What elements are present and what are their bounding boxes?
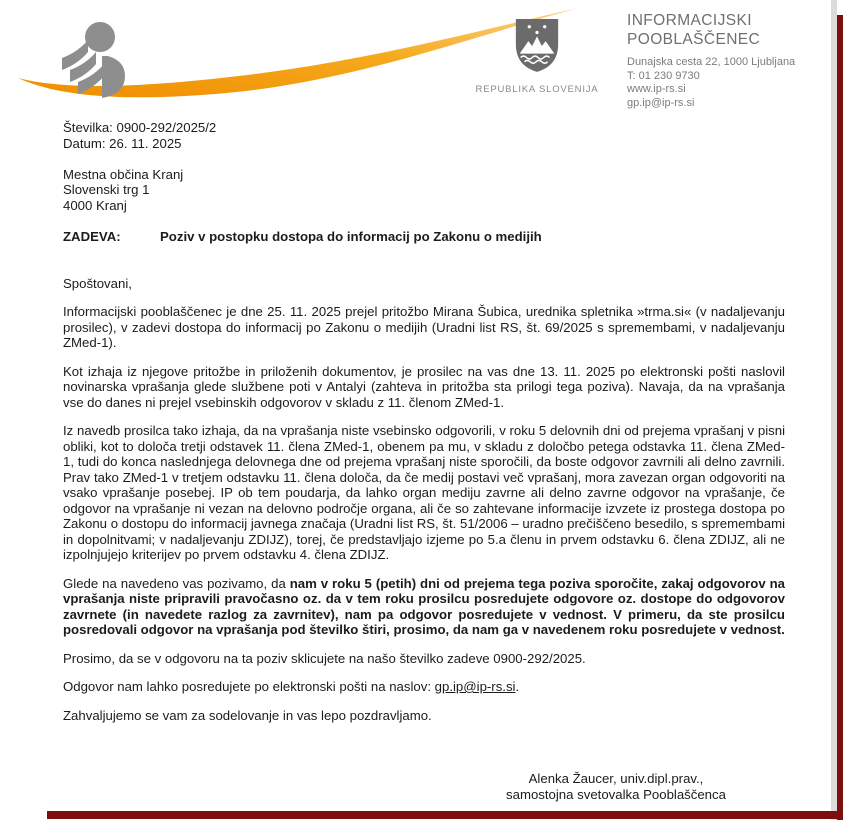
signature-name: Alenka Žaucer, univ.dipl.prav., [528, 771, 704, 786]
case-number: Številka: 0900-292/2025/2 [63, 120, 217, 135]
org-info-block [627, 12, 822, 110]
salutation: Spoštovani, [63, 275, 132, 291]
paragraph-2: Kot izhaja iz njegove pritožbe in priloženih dokumentov, je prosilec na vas dne 13. 11. 2025 po elektronski pošti naslovil novinarska vprašanja glede službene poti v Antalyi (zahteva in pritožba sta prilogi tega poziva). Navaja, da na vprašanja vse do danes ni prejel vsebinskih odgovorov v skladu z 11. členom ZMed-1. [63, 363, 785, 410]
paragraph-1: Informacijski pooblaščenec je dne 25. 11. 2025 prejel pritožbo Mirana Šubica, urednika spletnika »trma.si« (v nadaljevanju prosilec), v zadevi dostopa do informacij po Zakonu o medijih (Uradni list RS, št. 69/2025 s spremembami, v nadaljevanju ZMed-1). [63, 304, 785, 350]
coat-of-arms-block [472, 16, 602, 95]
subject-row [63, 229, 785, 245]
red-vertical-bar [837, 15, 843, 820]
org-website: www.ip-rs.si [627, 83, 686, 95]
paragraph-5: Prosimo, da se v odgovoru na ta poziv sklicujete na našo številko zadeve 0900-292/2025. [63, 650, 586, 666]
letter-date: Datum: 26. 11. 2025 [63, 135, 182, 151]
slovenia-coat-of-arms [512, 16, 562, 74]
paragraph-3: Iz navedb prosilca tako izhaja, da na vprašanja niste vsebinsko odgovorili, v roku 5 delovnih dni od prejema vprašanj v pisni obliki, kot to določa tretji odstavek 11. člena ZMed-1, obenem pa mu, v skladu z določbo petega odstavka 11. člena ZMed-1, tudi do konca naslednjega delovnega dne od prejema vprašanj niste sporočili, da boste odgovor zavrnili ali delno zavrnili. Prav tako ZMed-1 v tretjem odstavku 11. člena določa, da če medij postavi več vprašanj, mora zavezan organ odgovoriti na vsako vprašanje posebej. IP ob tem poudarja, da lahko organ mediju zavrne ali delno zavrne odgovor na vprašanje, če odgovor na vprašanje ni vezan na delovno področje organa, ali če so zahtevane informacije izvzete iz prostega dostopa po Zakonu o dostopu do informacij javnega značaja (Uradni list RS, št. 51/2006 – uradno prečiščeno besedilo, s spremembami in dopolnitvami; v nadaljevanju ZDIJZ), torej, če predstavljajo izjeme po 5.a členu in prvem odstavku 6. člena ZDIJZ, ali ne izpolnjujejo kriterijev po prvem odstavku 4. člena ZDIJZ. [63, 423, 785, 562]
letter-body [63, 120, 785, 723]
org-address: Dunajska cesta 22, 1000 Ljubljana [627, 56, 796, 68]
paragraph-4 [63, 576, 785, 638]
red-bottom-bar [47, 811, 843, 819]
signature-title: samostojna svetovalka Pooblaščenca [506, 786, 726, 802]
coat-caption: REPUBLIKA SLOVENIJA [475, 84, 599, 95]
subject-label: ZADEVA: [63, 229, 121, 244]
ip-logo [36, 12, 148, 112]
paragraph-4-lead: Glede na navedeno vas pozivamo, da [63, 575, 290, 591]
org-email: gp.ip@ip-rs.si [627, 96, 695, 109]
recipient-line: Slovenski trg 1 [63, 182, 150, 197]
signature-block [460, 771, 772, 802]
paragraph-7: Zahvaljujemo se vam za sodelovanje in vas lepo pozdravljamo. [63, 707, 432, 723]
paragraph-4-bold: nam v roku 5 (petih) dni od prejema tega poziva sporočite, zakaj odgovorov na vprašanja niste pripravili pravočasno oz. da v tem roku prosilcu posredujete odgovore oz. dostope do odgovorov zavrnete (in navedete razlog za zavrnitev), nam pa odgovor posredujete v vednost. V primeru, da ste prosilcu posredovali odgovor na vprašanja pod številko štiri, prosimo, da nam ga v navedenem roku posredujete v vednost. [63, 575, 785, 637]
org-name [627, 12, 822, 49]
recipient-address [63, 167, 785, 214]
recipient-line: 4000 Kranj [63, 197, 127, 213]
paragraph-6-post: . [515, 679, 520, 694]
org-name-line1: INFORMACIJSKI [627, 12, 752, 29]
org-details [627, 56, 822, 110]
paragraph-6 [63, 679, 785, 695]
recipient-line: Mestna občina Kranj [63, 166, 184, 182]
subject-text: Poziv v postopku dostopa do informacij po Zakonu o medijih [160, 229, 542, 244]
email-link[interactable]: gp.ip@ip-rs.si [434, 679, 516, 694]
paragraph-6-pre: Odgovor nam lahko posredujete po elektronski pošti na naslov: [63, 679, 435, 694]
org-phone: T: 01 230 9730 [627, 69, 700, 82]
org-name-line2: POOBLAŠČENEC [627, 30, 761, 48]
